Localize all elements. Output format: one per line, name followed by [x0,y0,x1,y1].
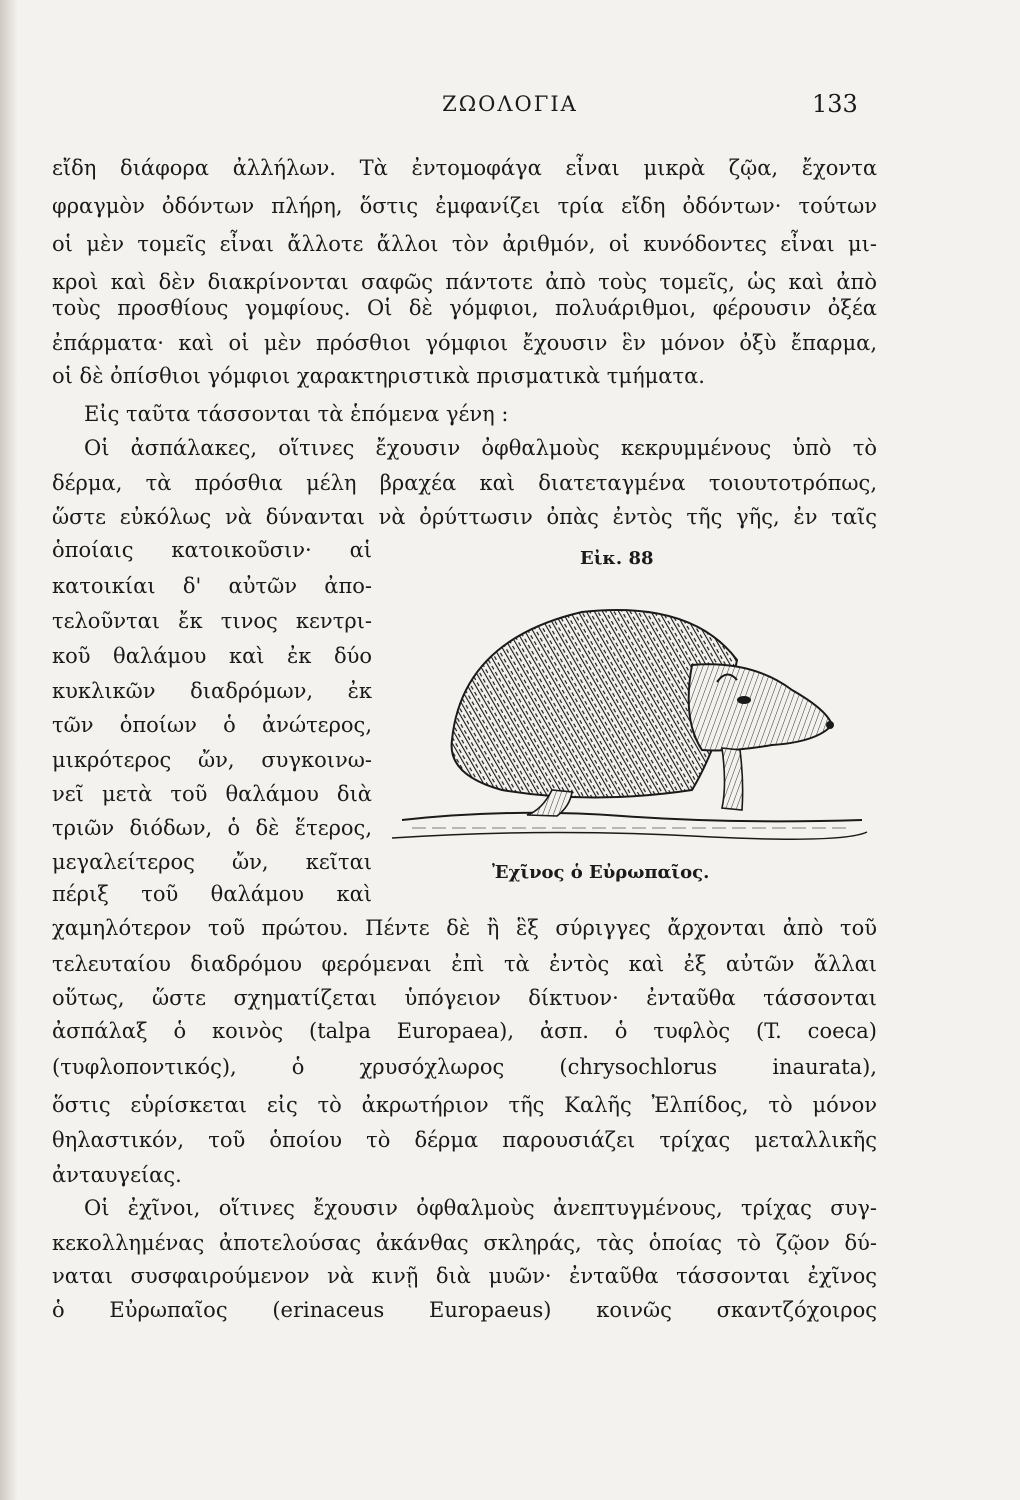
text-line: (τυφλοποντικός), ὁ χρυσόχλωρος (chrysochlorus inaurata), [52,1055,877,1079]
text-line: οἱ μὲν τομεῖς εἶναι ἄλλοτε ἄλλοι τὸν ἀριθμόν, οἱ κυνόδοντες εἶναι μι- [52,232,877,256]
figure-88 [392,548,872,898]
text-line: κατοικίαι δ' αὐτῶν ἀπο- [52,574,372,598]
text-line: κροὶ καὶ δὲν διακρίνονται σαφῶς πάντοτε ἀπὸ τοὺς τομεῖς, ὡς καὶ ἀπὸ [52,270,877,294]
text-line: πέριξ τοῦ θαλάμου καὶ [52,882,372,906]
text-line: εἴδη διάφορα ἀλλήλων. Τὰ ἐντομοφάγα εἶναι μικρὰ ζῷα, ἔχοντα [52,156,877,180]
text-line: θηλαστικόν, τοῦ ὁποίου τὸ δέρμα παρουσιάζει τρίχας μεταλλικῆς [52,1128,877,1152]
text-line: δέρμα, τὰ πρόσθια μέλη βραχέα καὶ διατεταγμένα τοιουτοτρόπως, [52,471,877,495]
page-number: 133 [812,90,858,118]
text-line: κεκολλημένας ἀποτελούσας ἀκάνθας σκληράς, τὰς ὁποίας τὸ ζῷον δύ- [52,1231,877,1255]
text-line: οὕτως, ὥστε σχηματίζεται ὑπόγειον δίκτυον· ἐνταῦθα τάσσονται [52,986,877,1010]
page-gutter-shadow [0,0,18,1500]
text-line: ἀνταυγείας. [52,1163,182,1187]
text-line: χαμηλότερον τοῦ πρώτου. Πέντε δὲ ἢ ἓξ σύριγγες ἄρχονται ἀπὸ τοῦ [52,916,877,940]
text-line: ὁ Εὐρωπαῖος (erinaceus Europaeus) κοινῶς σκαντζόχοιρος [52,1298,877,1322]
text-line: ἐπάρματα· καὶ οἱ μὲν πρόσθιοι γόμφιοι ἔχουσιν ἓν μόνον ὀξὺ ἔπαρμα, [52,331,877,355]
text-line: οἱ δὲ ὀπίσθιοι γόμφιοι χαρακτηριστικὰ πρισματικὰ τμήματα. [52,364,705,388]
text-line: νεῖ μετὰ τοῦ θαλάμου διὰ [52,782,372,806]
text-line: μικρότερος ὤν, συγκοινω- [52,748,372,772]
text-line: ὅστις εὑρίσκεται εἰς τὸ ἀκρωτήριον τῆς Καλῆς Ἐλπίδος, τὸ μόνον [52,1093,877,1117]
text-line: φραγμὸν ὀδόντων πλήρη, ὅστις ἐμφανίζει τρία εἴδη ὀδόντων· τούτων [52,194,877,218]
figure-caption: Ἐχῖνος ὁ Εὐρωπαῖος. [492,862,710,883]
text-line: ἀσπάλαξ ὁ κοινὸς (talpa Europaea), ἀσπ. ὁ τυφλὸς (T. coeca) [52,1019,877,1043]
text-line: Οἱ ἀσπάλακες, οἵτινες ἔχουσιν ὀφθαλμοὺς κεκρυμμένους ὑπὸ τὸ [84,436,877,460]
figure-label: Εἰκ. 88 [580,548,654,569]
text-line: τοὺς προσθίους γομφίους. Οἱ δὲ γόμφιοι, πολυάριθμοι, φέρουσιν ὀξέα [52,296,877,320]
text-line: Εἰς ταῦτα τάσσονται τὰ ἑπόμενα γένη : [84,402,509,426]
text-line: τελευταίου διαδρόμου φερόμεναι ἐπὶ τὰ ἐντὸς καὶ ἐξ αὐτῶν ἄλλαι [52,952,877,976]
text-line: μεγαλείτερος ὤν, κεῖται [52,850,372,874]
text-line: κοῦ θαλάμου καὶ ἐκ δύο [52,644,372,668]
text-line: τριῶν διόδων, ὁ δὲ ἕτερος, [52,816,372,840]
running-title: ΖΩΟΛΟΓΙΑ [442,92,578,116]
text-line: τῶν ὁποίων ὁ ἀνώτερος, [52,713,372,737]
text-line: κυκλικῶν διαδρόμων, ἐκ [52,679,372,703]
text-line: τελοῦνται ἔκ τινος κεντρι- [52,609,372,633]
text-line: ὥστε εὐκόλως νὰ δύνανται νὰ ὀρύττωσιν ὀπὰς ἐντὸς τῆς γῆς, ἐν ταῖς [52,505,877,529]
text-line: ναται συσφαιρούμενον νὰ κινῇ διὰ μυῶν· ἐνταῦθα τάσσονται ἐχῖνος [52,1264,877,1288]
text-line: ὁποίαις κατοικοῦσιν· αἱ [52,538,372,562]
text-line: Οἱ ἐχῖνοι, οἵτινες ἔχουσιν ὀφθαλμοὺς ἀνεπτυγμένους, τρίχας συγ- [84,1196,877,1220]
hedgehog-illustration [392,570,872,860]
